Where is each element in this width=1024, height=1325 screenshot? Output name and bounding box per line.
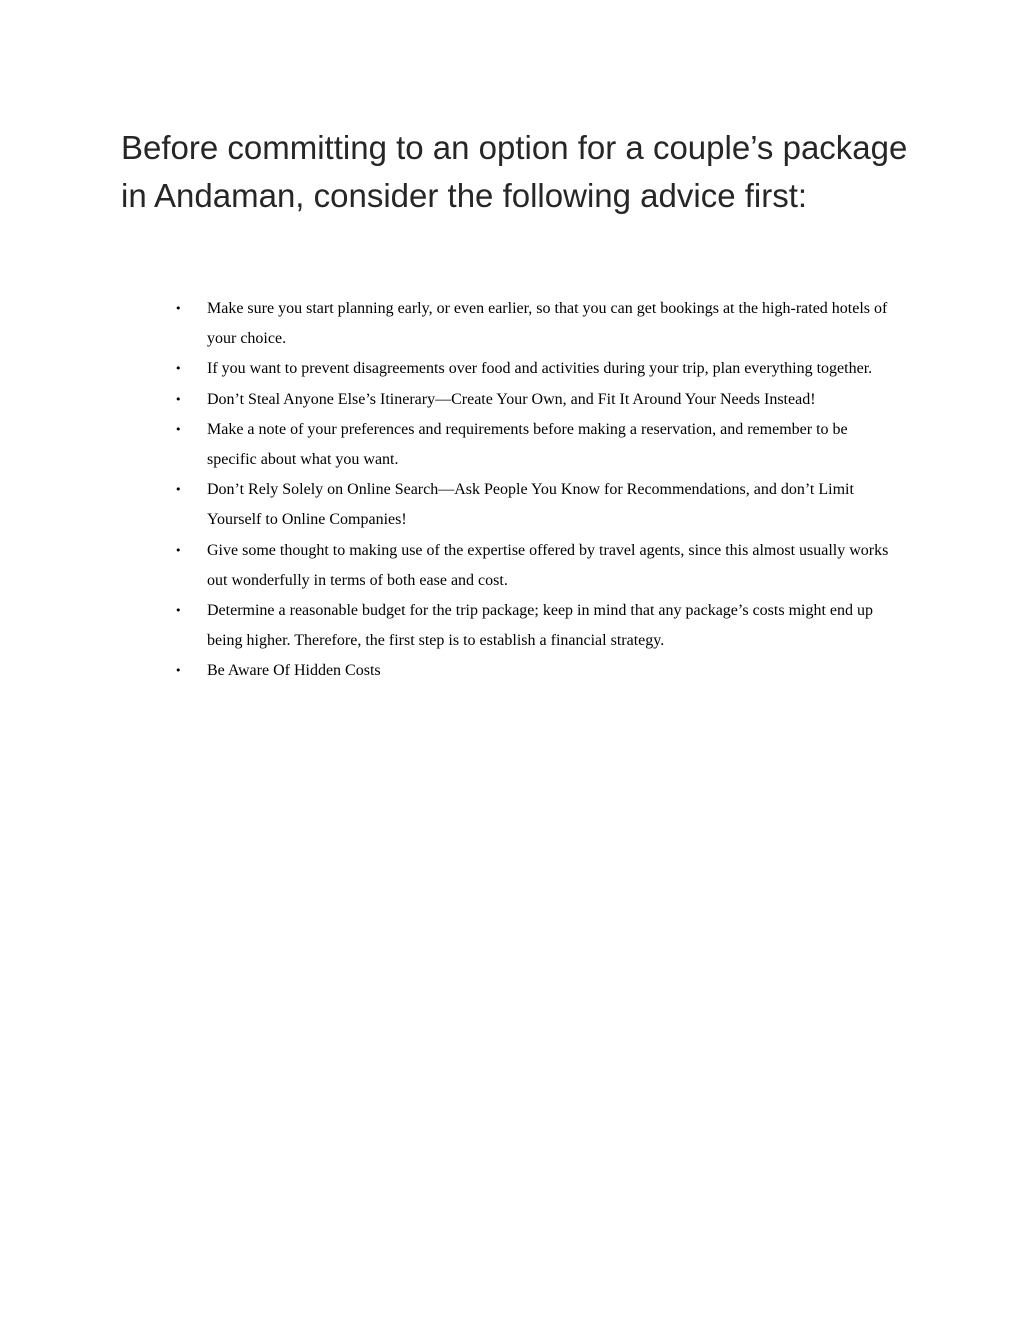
list-item [0,656,897,686]
bullet-icon: • [175,392,182,406]
bullet-icon: • [175,483,182,497]
list-item [0,385,897,415]
list-item-text: Make a note of your preferences and requirements before making a reservation, and remember to be specific about what you want. [207,420,848,469]
page-heading: Before committing to an option for a couple’s package in Andaman, consider the following advice first: [121,129,908,214]
list-item [0,294,897,354]
list-item [0,536,897,596]
list-item-text: Don’t Rely Solely on Online Search—Ask People You Know for Recommendations, and don’t Limit Yourself to Online Companies! [207,481,854,529]
list-item-text: Determine a reasonable budget for the trip package; keep in mind that any package’s costs might end up being higher. Therefore, the first step is to establish a financial strategy. [207,602,873,650]
bullet-icon: • [175,422,182,436]
bullet-icon: • [175,664,182,678]
bullet-icon: • [175,362,182,376]
list-item-text: Don’t Steal Anyone Else’s Itinerary—Create Your Own, and Fit It Around Your Needs Instead! [207,390,816,408]
bullet-icon: • [175,302,182,315]
list-item-text: If you want to prevent disagreements over food and activities during your trip, plan everything together. [207,360,873,378]
bullet-icon: • [175,543,182,557]
advice-list [0,294,1024,687]
bullet-icon: • [175,604,182,618]
list-item-text: Make sure you start planning early, or even earlier, so that you can get bookings at the high-rated hotels of your choice. [207,300,888,348]
list-item [0,475,897,535]
list-item [0,415,897,475]
list-item [0,354,897,384]
list-item-text: Give some thought to making use of the expertise offered by travel agents, since this almost usually works out wonderfully in terms of both ease and cost. [207,541,889,589]
list-item-text: Be Aware Of Hidden Costs [207,662,381,680]
list-item [0,596,897,656]
